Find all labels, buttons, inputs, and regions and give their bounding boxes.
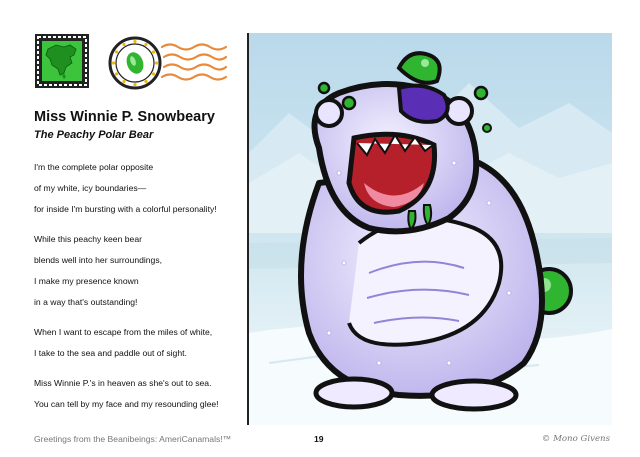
poem-line: You can tell by my face and my resounding glee!: [34, 399, 219, 409]
polar-bear-illustration: [249, 33, 612, 425]
text-column: [34, 108, 239, 424]
character-tagline: The Peachy Polar Bear: [34, 129, 154, 141]
footer-credit: © Mono Givens: [541, 434, 610, 444]
stamp-row: [34, 33, 224, 93]
poem-line: in a way that's outstanding!: [34, 297, 138, 307]
poem-line: When I want to escape from the miles of white,: [34, 327, 213, 337]
poem-stanza: [34, 157, 239, 220]
bean-postmark-icon: [108, 35, 228, 91]
poem-line: of my white, icy boundaries—: [34, 183, 147, 193]
poem-line: Miss Winnie P.'s in heaven as she's out to sea.: [34, 378, 212, 388]
poem-line: I take to the sea and paddle out of sight.: [34, 348, 187, 358]
poem-line: I make my presence known: [34, 276, 139, 286]
poem-line: I'm the complete polar opposite: [34, 162, 154, 172]
north-america-map-stamp-icon: [34, 33, 90, 89]
poem-line: for inside I'm bursting with a colorful personality!: [34, 204, 217, 214]
poem-stanza: [34, 229, 239, 313]
footer-book-title: Greetings from the Beanibeings: AmeriCanamals!™: [34, 434, 232, 444]
character-name: Miss Winnie P. Snowbeary: [34, 109, 215, 125]
poem-stanza: [34, 373, 239, 415]
poem-line: While this peachy keen bear: [34, 234, 142, 244]
poem-stanza: [34, 322, 239, 364]
page-number: 19: [314, 434, 324, 444]
poem: [34, 157, 239, 415]
poem-line: blends well into her surroundings,: [34, 255, 163, 265]
polar-bear-icon: [249, 33, 612, 425]
